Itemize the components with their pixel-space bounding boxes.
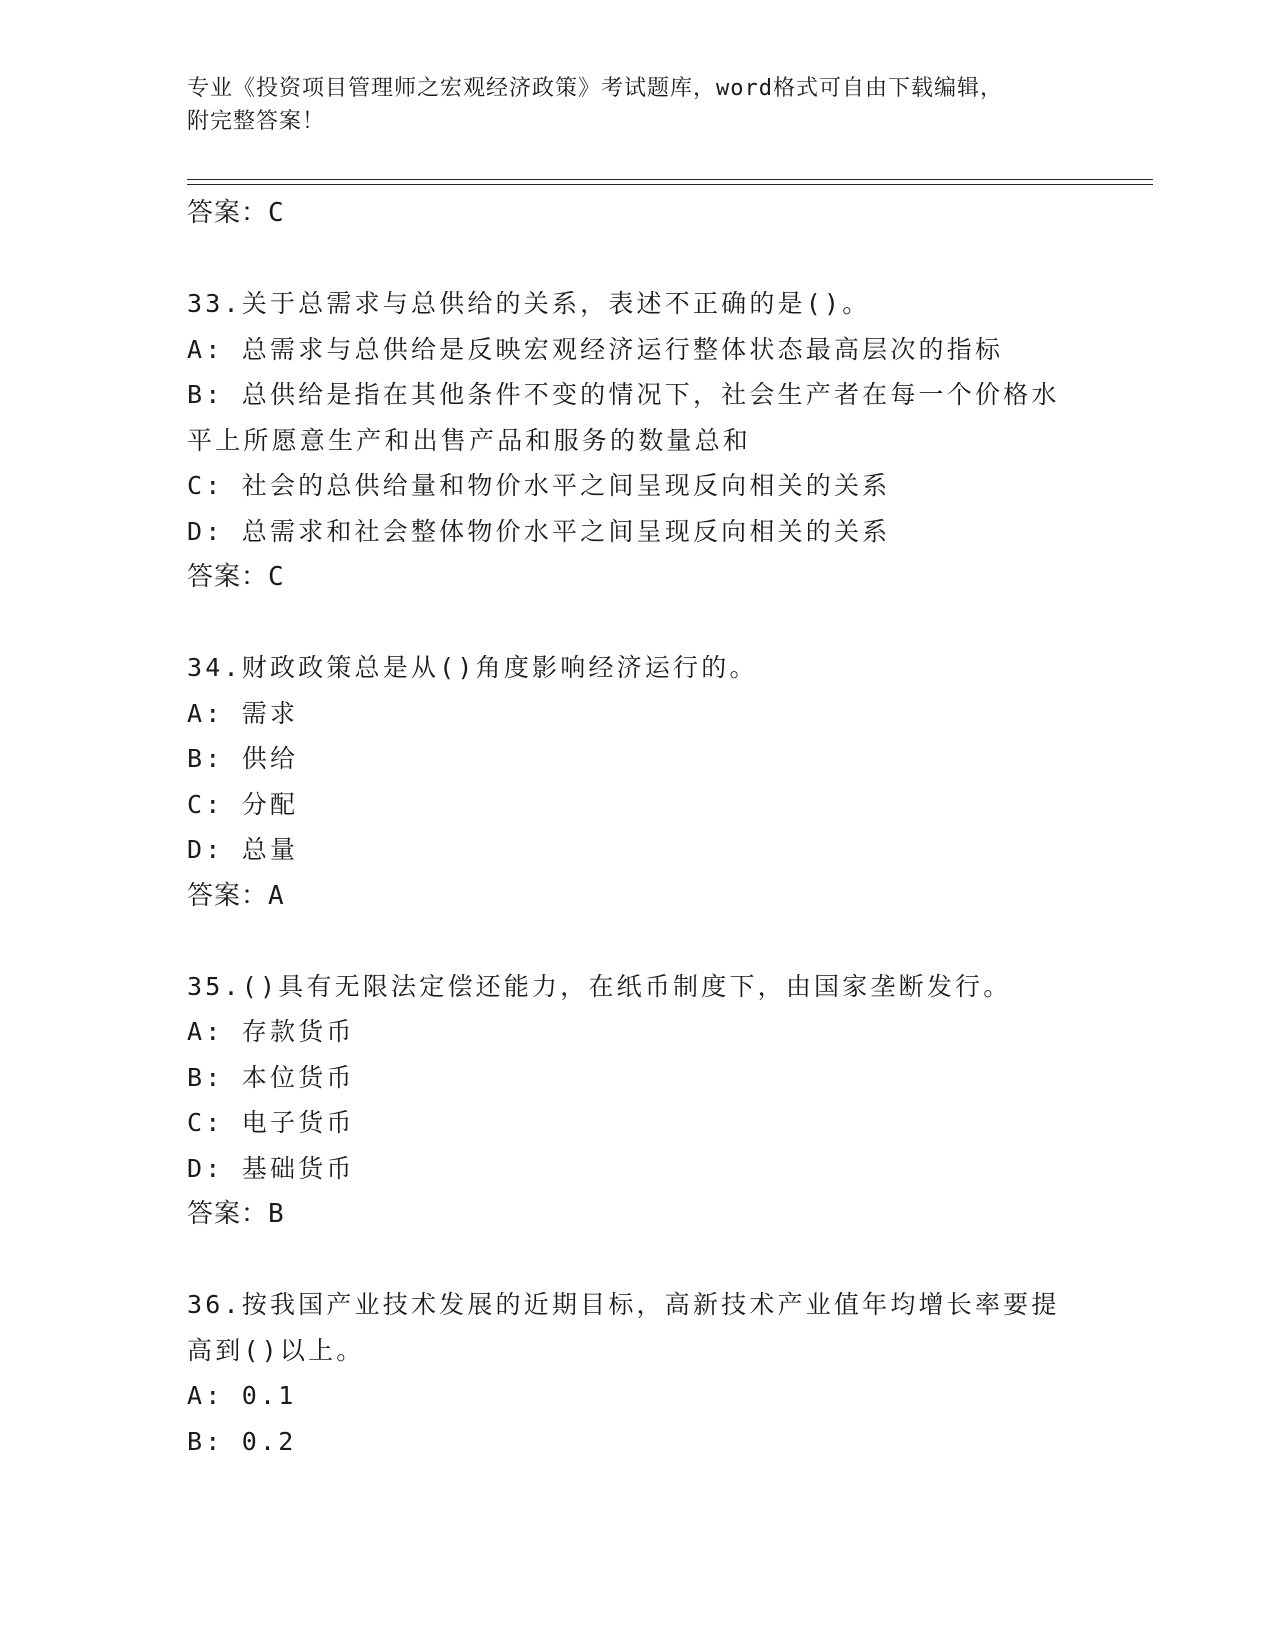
option-a: A: 需求 (187, 698, 299, 728)
spacer (187, 1237, 1087, 1282)
answer-line (187, 873, 1087, 919)
question-list (187, 190, 1087, 1464)
option-a: A: 0.1 (187, 1381, 297, 1410)
question-36 (187, 1282, 1087, 1464)
header-line-1: 专业《投资项目管理师之宏观经济政策》考试题库，word格式可自由下载编辑， (187, 76, 1003, 101)
option-d: D: 总量 (187, 835, 299, 864)
answer-label: 答案： (187, 1199, 269, 1229)
answer-value: C (268, 198, 285, 228)
option-d: D: 总需求和社会整体物价水平之间呈现反向相关的关系 (187, 516, 891, 546)
option-a: A: 总需求与总供给是反映宏观经济运行整体状态最高层次的指标 (187, 334, 1004, 364)
answer-value: C (268, 562, 285, 592)
answer-value: A (268, 880, 285, 911)
answer-label: 答案： (187, 562, 269, 592)
option-a: A: 存款货币 (187, 1017, 355, 1046)
option-b: B: 供给 (187, 744, 299, 773)
option-b: B: 本位货币 (187, 1062, 355, 1092)
question-text: 33.关于总需求与总供给的关系，表述不正确的是()。 (187, 289, 871, 318)
answer-line (187, 554, 1087, 600)
question-text: 36.按我国产业技术发展的近期目标，高新技术产业值年均增长率要提 (187, 1290, 1060, 1319)
option-b: B: 总供给是指在其他条件不变的情况下，社会生产者在每一个价格水 (187, 380, 1060, 409)
option-c: C: 电子货币 (187, 1108, 355, 1137)
header-divider-top (187, 179, 1153, 180)
option-d: D: 基础货币 (187, 1153, 355, 1183)
answer-label: 答案： (187, 880, 269, 911)
option-b: B: 0.2 (187, 1426, 297, 1456)
header-divider-bottom (187, 184, 1153, 185)
question-text-continued: 高到()以上。 (187, 1335, 365, 1365)
answer-value: B (268, 1199, 285, 1229)
answer-line (187, 190, 1087, 236)
spacer (187, 600, 1087, 645)
question-35 (187, 964, 1087, 1238)
question-text: 35.()具有无限法定偿还能力，在纸币制度下，由国家垄断发行。 (187, 971, 1012, 1001)
header-line-2: 附完整答案！ (187, 109, 326, 134)
option-b-continued: 平上所愿意生产和出售产品和服务的数量总和 (187, 425, 752, 455)
spacer (187, 236, 1087, 281)
spacer (187, 919, 1087, 964)
question-text: 34.财政政策总是从()角度影响经济运行的。 (187, 653, 758, 682)
document-header (187, 72, 1067, 138)
answer-label: 答案： (187, 198, 269, 228)
option-c: C: 社会的总供给量和物价水平之间呈现反向相关的关系 (187, 471, 891, 500)
option-c: C: 分配 (187, 789, 299, 819)
answer-line (187, 1191, 1087, 1237)
question-34 (187, 645, 1087, 919)
question-33 (187, 281, 1087, 600)
